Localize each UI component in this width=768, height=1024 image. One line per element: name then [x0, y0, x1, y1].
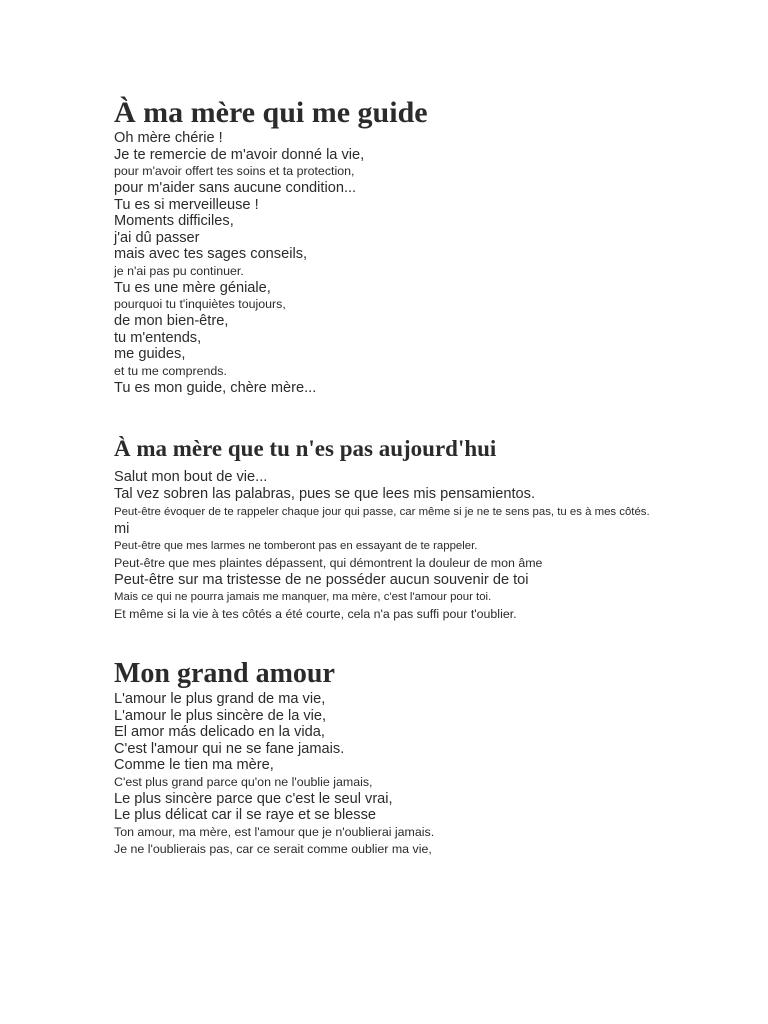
poem-line: Comme le tien ma mère,	[114, 757, 274, 774]
poem-line: Le plus délicat car il se raye et se blesse	[114, 807, 377, 824]
poem-line: Peut-être évoquer de te rappeler chaque jour qui passe, car même si je ne te sens pas, tu es à mes côtés.	[114, 505, 650, 518]
poem-line: El amor más delicado en la vida,	[114, 724, 325, 741]
poem-line: Je ne l'oublierais pas, car ce serait comme oublier ma vie,	[114, 841, 432, 856]
poem-line: mi	[114, 520, 130, 537]
poem-line: et tu me comprends.	[114, 363, 227, 378]
poem-body	[114, 691, 754, 858]
poem-line: pour m'avoir offert tes soins et ta protection,	[114, 164, 355, 179]
poem-title: À ma mère que tu n'es pas aujourd'hui	[114, 436, 497, 461]
poem-line: pour m'aider sans aucune condition...	[114, 179, 357, 196]
poem-body	[114, 469, 754, 623]
poem-body	[114, 130, 754, 396]
poem-line: Tu es une mère géniale,	[114, 279, 271, 296]
poem-section-1	[114, 96, 754, 396]
poem-line: Salut mon bout de vie...	[114, 469, 268, 485]
poem-line: Ton amour, ma mère, est l'amour que je n'oublierai jamais.	[114, 824, 435, 839]
poem-section-3	[114, 657, 754, 858]
poem-title: À ma mère qui me guide	[114, 96, 428, 129]
poem-line: mais avec tes sages conseils,	[114, 246, 308, 263]
poem-line: C'est l'amour qui ne se fane jamais.	[114, 740, 345, 757]
poem-line: Le plus sincère parce que c'est le seul vrai,	[114, 790, 393, 807]
poem-line: me guides,	[114, 346, 186, 363]
poem-line: Oh mère chérie !	[114, 130, 223, 146]
poem-line: Tu es si merveilleuse !	[114, 196, 259, 213]
poem-line: Moments difficiles,	[114, 213, 234, 230]
poem-line: Tu es mon guide, chère mère...	[114, 379, 317, 396]
poem-line: L'amour le plus grand de ma vie,	[114, 691, 326, 707]
poem-line: L'amour le plus sincère de la vie,	[114, 707, 327, 724]
poem-line: je n'ai pas pu continuer.	[114, 263, 244, 278]
poem-line: Et même si la vie à tes côtés a été courte, cela n'a pas suffi pour t'oublier.	[114, 607, 517, 622]
poem-line: Peut-être que mes larmes ne tomberont pas en essayant de te rappeler.	[114, 540, 478, 553]
poem-line: tu m'entends,	[114, 329, 202, 346]
poem-title: Mon grand amour	[114, 658, 335, 689]
poem-line: Peut-être que mes plaintes dépassent, qui démontrent la douleur de mon âme	[114, 556, 543, 571]
poem-line: de mon bien-être,	[114, 313, 229, 330]
poem-line: Mais ce qui ne pourra jamais me manquer, ma mère, c'est l'amour pour toi.	[114, 591, 492, 604]
poem-line: Tal vez sobren las palabras, pues se que lees mis pensamientos.	[114, 486, 536, 503]
poem-line: C'est plus grand parce qu'on ne l'oublie jamais,	[114, 774, 373, 789]
poem-line: j'ai dû passer	[114, 229, 200, 246]
poem-line: Je te remercie de m'avoir donné la vie,	[114, 146, 365, 163]
poem-line: pourquoi tu t'inquiètes toujours,	[114, 297, 286, 312]
poem-section-2	[114, 434, 754, 623]
poem-line: Peut-être sur ma tristesse de ne posséder aucun souvenir de toi	[114, 572, 529, 589]
